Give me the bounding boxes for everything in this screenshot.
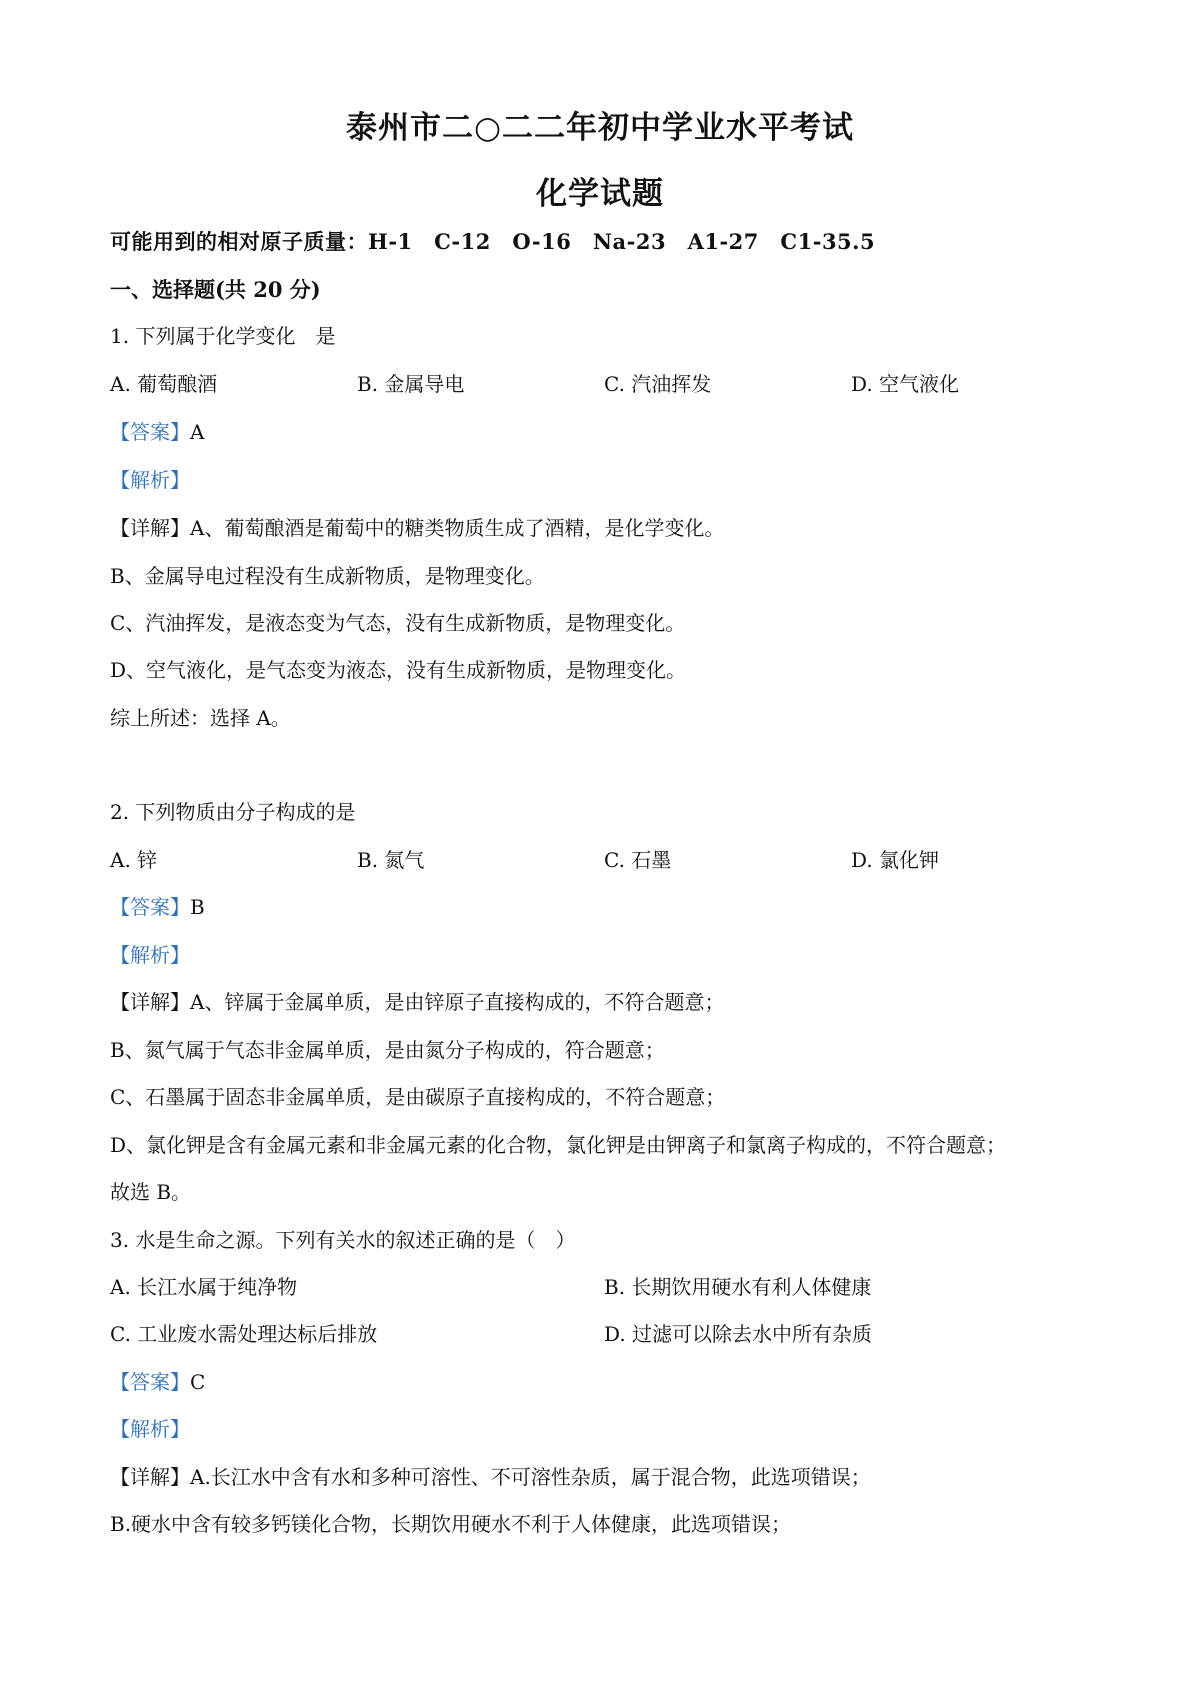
question-3-detail-line bbox=[110, 1463, 871, 1491]
question-2-option-c: C. 石墨 bbox=[604, 848, 672, 872]
answer-value: B bbox=[190, 895, 205, 919]
analysis-label: 【解析】 bbox=[110, 1417, 190, 1441]
question-1-conclusion: 综上所述：选择 A。 bbox=[110, 706, 291, 730]
exam-subtitle: 化学试题 bbox=[536, 176, 664, 212]
question-2-analysis bbox=[110, 941, 190, 969]
question-1-detail-line: B、金属导电过程没有生成新物质，是物理变化。 bbox=[110, 564, 545, 588]
answer-value: C bbox=[190, 1370, 206, 1394]
answer-label: 【答案】 bbox=[110, 895, 190, 919]
question-1-option-d: D. 空气液化 bbox=[851, 372, 960, 396]
question-2-detail-line: D、氯化钾是含有金属元素和非金属元素的化合物，氯化钾是由钾离子和氯离子构成的，不符合题意； bbox=[110, 1133, 1007, 1157]
question-3-option-d: D. 过滤可以除去水中所有杂质 bbox=[604, 1322, 873, 1346]
question-2-option-b: B. 氮气 bbox=[357, 848, 425, 872]
question-3-option-c: C. 工业废水需处理达标后排放 bbox=[110, 1322, 378, 1346]
analysis-label: 【解析】 bbox=[110, 943, 190, 967]
question-3-option-a: A. 长江水属于纯净物 bbox=[110, 1275, 298, 1299]
question-2-answer bbox=[110, 893, 205, 921]
question-2-detail-line: B、氮气属于气态非金属单质，是由氮分子构成的，符合题意； bbox=[110, 1038, 665, 1062]
question-1-option-a: A. 葡萄酿酒 bbox=[110, 372, 218, 396]
detail-text: A、锌属于金属单质，是由锌原子直接构成的，不符合题意； bbox=[190, 990, 725, 1014]
exam-title: 泰州市二○二二年初中学业水平考试 bbox=[345, 110, 855, 146]
question-3-analysis bbox=[110, 1415, 190, 1443]
question-2-detail-line bbox=[110, 988, 724, 1016]
question-1-analysis bbox=[110, 466, 190, 494]
question-2-stem: 2. 下列物质由分子构成的是 bbox=[110, 800, 356, 824]
question-3-answer bbox=[110, 1368, 205, 1396]
question-2-detail-line: C、石墨属于固态非金属单质，是由碳原子直接构成的，不符合题意； bbox=[110, 1085, 726, 1109]
detail-text: A.长江水中含有水和多种可溶性、不可溶性杂质，属于混合物，此选项错误； bbox=[190, 1465, 871, 1489]
detail-label: 【详解】 bbox=[110, 990, 190, 1014]
question-3-detail-line: B.硬水中含有较多钙镁化合物，长期饮用硬水不利于人体健康，此选项错误； bbox=[110, 1512, 792, 1536]
analysis-label: 【解析】 bbox=[110, 468, 190, 492]
question-3-option-b: B. 长期饮用硬水有利人体健康 bbox=[604, 1275, 872, 1299]
question-1-answer bbox=[110, 418, 204, 446]
answer-label: 【答案】 bbox=[110, 1370, 190, 1394]
question-1-detail-line: D、空气液化，是气态变为液态，没有生成新物质，是物理变化。 bbox=[110, 658, 687, 682]
question-1-detail-line: C、汽油挥发，是液态变为气态，没有生成新物质，是物理变化。 bbox=[110, 611, 686, 635]
question-3-stem: 3. 水是生命之源。下列有关水的叙述正确的是（ ） bbox=[110, 1228, 576, 1252]
question-1-detail-line bbox=[110, 514, 724, 542]
question-2-conclusion: 故选 B。 bbox=[110, 1180, 192, 1204]
detail-label: 【详解】 bbox=[110, 1465, 190, 1489]
atomic-mass-line: 可能用到的相对原子质量：H-1 C-12 O-16 Na-23 A1-27 C1-35.5 bbox=[110, 229, 876, 254]
question-1-option-b: B. 金属导电 bbox=[357, 372, 465, 396]
answer-label: 【答案】 bbox=[110, 420, 190, 444]
question-1-option-c: C. 汽油挥发 bbox=[604, 372, 712, 396]
detail-label: 【详解】 bbox=[110, 516, 190, 540]
question-1-stem: 1. 下列属于化学变化 是 bbox=[110, 324, 336, 348]
question-2-option-a: A. 锌 bbox=[110, 848, 158, 872]
detail-text: A、葡萄酿酒是葡萄中的糖类物质生成了酒精，是化学变化。 bbox=[190, 516, 725, 540]
question-2-option-d: D. 氯化钾 bbox=[851, 848, 940, 872]
section-heading: 一、选择题(共 20 分) bbox=[110, 277, 321, 302]
answer-value: A bbox=[190, 420, 205, 444]
